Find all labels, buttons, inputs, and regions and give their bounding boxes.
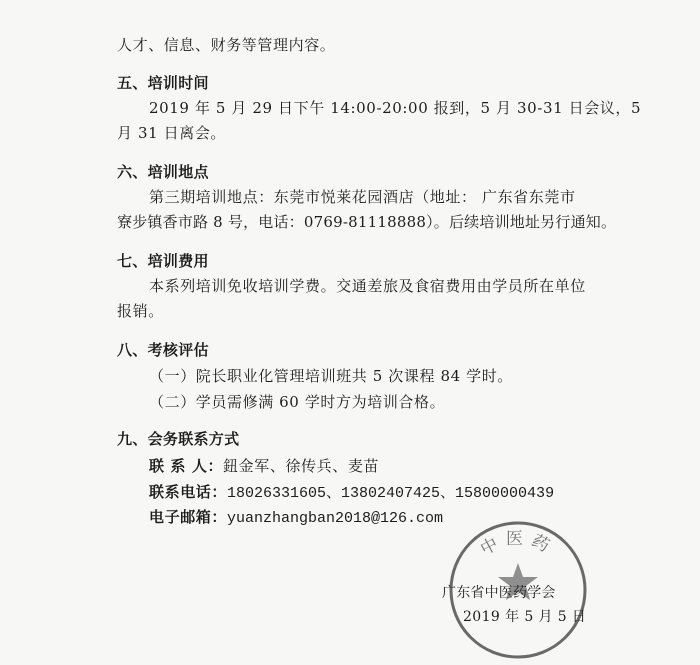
contact-people-row: [149, 456, 379, 476]
training-fee-line-1: 本系列培训免收培训学费。交通差旅及食宿费用由学员所在单位: [149, 277, 586, 295]
contact-people-label: 联 系 人：: [149, 457, 224, 475]
contact-email-row: [149, 507, 443, 529]
contact-email-value[interactable]: yuanzhangban2018@126.com: [227, 510, 444, 527]
seal-arc-text: 中医药: [477, 529, 559, 560]
contact-people-value: 鈕金军、徐传兵、麦苗: [223, 457, 380, 475]
training-venue-line-1: 第三期培训地点：东莞市悦莱花园酒店（地址： 广东省东莞市: [149, 188, 576, 206]
intro-line: 人才、信息、财务等管理内容。: [117, 36, 336, 54]
training-time-line-1: 2019 年 5 月 29 日下午 14:00-20:00 报到，5 月 30-31 日会议，5: [149, 99, 642, 117]
contact-email-label: 电子邮箱：: [149, 508, 228, 526]
section-heading-training-fee: 七、培训费用: [117, 252, 209, 270]
contact-phone-label: 联系电话：: [149, 483, 228, 501]
section-heading-training-venue: 六、培训地点: [117, 163, 209, 181]
seal-date: 2019 年 5 月 5 日: [463, 609, 587, 625]
section-heading-contact: 九、会务联系方式: [117, 430, 240, 448]
training-venue-line-2: 寮步镇香市路 8 号，电话：0769-81118888）。后续培训地址另行通知。: [117, 213, 617, 231]
training-time-line-2: 月 31 日离会。: [117, 124, 227, 142]
assessment-item-1: （一）院长职业化管理培训班共 5 次课程 84 学时。: [149, 367, 513, 385]
section-heading-training-time: 五、培训时间: [117, 74, 209, 92]
contact-phone-value: 18026331605、13802407425、15800000439: [227, 485, 555, 502]
section-heading-assessment: 八、考核评估: [117, 341, 209, 359]
training-fee-line-2: 报销。: [117, 302, 164, 320]
contact-phone-row: [149, 482, 554, 504]
assessment-item-2: （二）学员需修满 60 学时方为培训合格。: [149, 393, 446, 411]
seal-org-name: 广东省中医药学会: [442, 585, 556, 601]
